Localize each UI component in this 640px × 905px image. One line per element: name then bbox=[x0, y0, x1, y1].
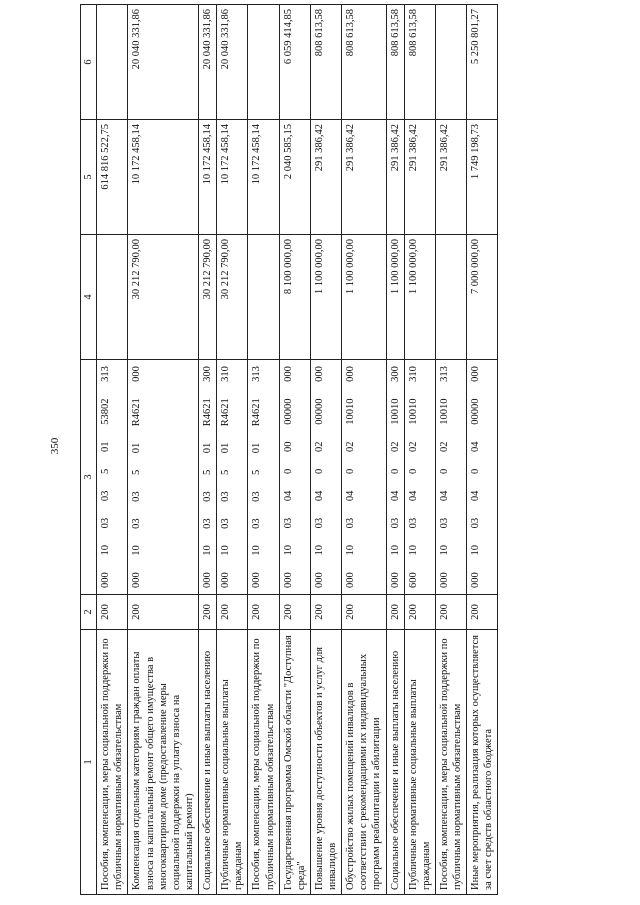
code-segment: 04 bbox=[389, 490, 401, 502]
code-segment: 04 bbox=[470, 490, 482, 502]
row-value-6: 808 613,58 bbox=[342, 5, 386, 120]
code-segment: 10 bbox=[202, 545, 213, 556]
row-code-3 bbox=[435, 360, 466, 595]
code-segment: 10 bbox=[100, 545, 112, 556]
code-segment: 000 bbox=[345, 572, 357, 588]
code-segment: 313 bbox=[438, 366, 450, 382]
row-name: Пособия, компенсации, меры социальной поддержки по публичным нормативным обязательствам bbox=[97, 630, 128, 895]
code-segment: 000 bbox=[282, 366, 294, 382]
code-segment: 5 bbox=[202, 469, 213, 475]
row-name: Пособия, компенсации, меры социальной поддержки по публичным нормативным обязательствам bbox=[248, 630, 279, 895]
row-value-5: 291 386,42 bbox=[404, 120, 435, 235]
budget-code bbox=[313, 364, 326, 590]
row-name: Социальное обеспечение и иные выплаты населению bbox=[386, 630, 404, 895]
row-value-6 bbox=[97, 5, 128, 120]
code-segment: 01 bbox=[251, 442, 263, 454]
row-name: Компенсация отдельным категориям граждан оплаты взноса на капитальный ремонт общего имущества в многоквартирном доме (предоставление меры социальной поддержки на уплату взноса на капитальный ремонт) bbox=[128, 630, 199, 895]
row-code-2: 200 bbox=[217, 595, 248, 630]
code-segment: 03 bbox=[131, 491, 143, 502]
code-segment: 313 bbox=[251, 366, 263, 382]
table-row bbox=[310, 5, 341, 895]
code-segment: 03 bbox=[202, 491, 213, 502]
table-row bbox=[279, 5, 310, 895]
budget-code bbox=[99, 364, 112, 590]
code-segment: 00 bbox=[282, 441, 294, 452]
code-segment: 0 bbox=[282, 468, 294, 474]
code-segment: 03 bbox=[220, 491, 232, 502]
code-segment: 000 bbox=[282, 572, 294, 588]
row-code-2: 200 bbox=[386, 595, 404, 630]
header-row bbox=[81, 5, 97, 895]
code-segment: 02 bbox=[313, 441, 325, 452]
row-name: Государственная программа Омской области "Доступная среда" bbox=[279, 630, 310, 895]
row-value-5: 10 172 458,14 bbox=[199, 120, 217, 235]
code-segment: 10 bbox=[131, 545, 143, 556]
row-value-6 bbox=[248, 5, 279, 120]
code-segment: 000 bbox=[313, 366, 325, 382]
row-value-5: 291 386,42 bbox=[435, 120, 466, 235]
code-segment: 01 bbox=[202, 442, 213, 454]
budget-code bbox=[219, 364, 232, 590]
row-name: Публичные нормативные социальные выплаты гражданам bbox=[404, 630, 435, 895]
row-code-2: 200 bbox=[435, 595, 466, 630]
table-row bbox=[248, 5, 279, 895]
code-segment: R4621 bbox=[220, 398, 232, 427]
row-value-4: 30 212 790,00 bbox=[199, 235, 217, 360]
header-col-1: 1 bbox=[81, 630, 97, 895]
budget-table bbox=[80, 4, 498, 895]
code-segment: 5 bbox=[251, 469, 263, 475]
code-segment: 10010 bbox=[438, 398, 450, 425]
code-segment: 000 bbox=[251, 572, 263, 588]
row-code-3 bbox=[248, 360, 279, 595]
code-segment: 5 bbox=[131, 469, 143, 475]
code-segment: 04 bbox=[345, 490, 357, 502]
code-segment: 10010 bbox=[389, 398, 401, 425]
row-value-6: 20 040 331,86 bbox=[128, 5, 199, 120]
budget-code bbox=[389, 364, 402, 590]
code-segment: 300 bbox=[389, 366, 401, 382]
table-row bbox=[342, 5, 386, 895]
row-code-2: 200 bbox=[199, 595, 217, 630]
code-segment: 313 bbox=[100, 366, 112, 382]
code-segment: 03 bbox=[131, 518, 143, 529]
code-segment: 04 bbox=[313, 490, 325, 502]
code-segment: 600 bbox=[407, 572, 419, 588]
code-segment: 01 bbox=[131, 442, 143, 454]
code-segment: 000 bbox=[470, 366, 482, 382]
code-segment: 000 bbox=[131, 572, 143, 588]
code-segment: 000 bbox=[345, 366, 357, 382]
row-value-4 bbox=[435, 235, 466, 360]
code-segment: 0 bbox=[407, 468, 419, 474]
code-segment: 10010 bbox=[407, 398, 419, 425]
table-row bbox=[128, 5, 199, 895]
code-segment: 0 bbox=[438, 468, 450, 474]
code-segment: 03 bbox=[470, 517, 482, 529]
code-segment: 02 bbox=[407, 441, 419, 452]
code-segment: 0 bbox=[313, 468, 325, 474]
row-code-3 bbox=[310, 360, 341, 595]
code-segment: 000 bbox=[100, 572, 112, 588]
row-value-6 bbox=[435, 5, 466, 120]
row-code-3 bbox=[386, 360, 404, 595]
budget-code bbox=[344, 364, 357, 590]
code-segment: 5 bbox=[220, 469, 232, 475]
row-code-3 bbox=[128, 360, 199, 595]
table-body bbox=[97, 5, 498, 895]
row-code-3 bbox=[97, 360, 128, 595]
row-name: Социальное обеспечение и иные выплаты населению bbox=[199, 630, 217, 895]
row-name: Обустройство жилых помещений инвалидов в соответствии с рекомендациями их индивидуальных программ реабилитации и абилитации bbox=[342, 630, 386, 895]
code-segment: R4621 bbox=[251, 398, 263, 427]
code-segment: 03 bbox=[407, 517, 419, 529]
budget-table-container bbox=[80, 9, 560, 895]
row-value-6: 6 059 414,85 bbox=[279, 5, 310, 120]
code-segment: 000 bbox=[202, 572, 213, 588]
code-segment: 03 bbox=[100, 490, 112, 502]
code-segment: 10 bbox=[438, 545, 450, 556]
code-segment: 01 bbox=[100, 441, 112, 452]
row-value-5: 2 040 585,15 bbox=[279, 120, 310, 235]
row-name: Пособия, компенсации, меры социальной поддержки по публичным нормативным обязательствам bbox=[435, 630, 466, 895]
code-segment: 0 bbox=[345, 468, 357, 474]
code-segment: 03 bbox=[313, 517, 325, 529]
row-value-5: 1 749 198,73 bbox=[467, 120, 498, 235]
row-code-2: 200 bbox=[310, 595, 341, 630]
table-row bbox=[386, 5, 404, 895]
code-segment: 0 bbox=[470, 468, 482, 474]
budget-code bbox=[282, 364, 295, 590]
row-value-4 bbox=[97, 235, 128, 360]
code-segment: 03 bbox=[251, 491, 263, 502]
table-row bbox=[467, 5, 498, 895]
budget-code bbox=[407, 364, 420, 590]
code-segment: 10 bbox=[313, 545, 325, 556]
code-segment: 10 bbox=[407, 545, 419, 556]
code-segment: 03 bbox=[389, 517, 401, 529]
row-value-4: 1 100 000,00 bbox=[310, 235, 341, 360]
code-segment: 04 bbox=[407, 490, 419, 502]
code-segment: 0 bbox=[389, 468, 401, 474]
code-segment: 03 bbox=[438, 517, 450, 529]
code-segment: 10 bbox=[282, 545, 294, 556]
code-segment: 000 bbox=[389, 572, 401, 588]
code-segment: R4621 bbox=[202, 398, 213, 427]
code-segment: 53802 bbox=[100, 398, 112, 425]
row-value-4: 1 100 000,00 bbox=[404, 235, 435, 360]
row-code-3 bbox=[217, 360, 248, 595]
header-col-4: 4 bbox=[81, 235, 97, 360]
code-segment: 000 bbox=[313, 572, 325, 588]
code-segment: 02 bbox=[345, 441, 357, 452]
code-segment: 04 bbox=[470, 441, 482, 452]
code-segment: 02 bbox=[438, 441, 450, 452]
code-segment: 310 bbox=[220, 366, 232, 382]
row-name: Публичные нормативные социальные выплаты гражданам bbox=[217, 630, 248, 895]
row-value-4: 30 212 790,00 bbox=[128, 235, 199, 360]
row-value-6: 20 040 331,86 bbox=[199, 5, 217, 120]
row-value-6: 808 613,58 bbox=[404, 5, 435, 120]
budget-code bbox=[438, 364, 451, 590]
budget-code bbox=[201, 364, 214, 590]
code-segment: 10 bbox=[251, 545, 263, 556]
row-code-2: 200 bbox=[467, 595, 498, 630]
row-value-4: 1 100 000,00 bbox=[342, 235, 386, 360]
code-segment: 03 bbox=[220, 518, 232, 529]
code-segment: 03 bbox=[282, 517, 294, 529]
code-segment: 10 bbox=[220, 545, 232, 556]
row-value-6: 5 250 801,27 bbox=[467, 5, 498, 120]
header-col-5: 5 bbox=[81, 120, 97, 235]
header-col-6: 6 bbox=[81, 5, 97, 120]
row-code-3 bbox=[467, 360, 498, 595]
row-value-5: 10 172 458,14 bbox=[248, 120, 279, 235]
row-value-4: 1 100 000,00 bbox=[386, 235, 404, 360]
row-code-3 bbox=[342, 360, 386, 595]
code-segment: 02 bbox=[389, 441, 401, 452]
row-value-6: 20 040 331,86 bbox=[217, 5, 248, 120]
code-segment: 04 bbox=[282, 490, 294, 502]
row-code-2: 200 bbox=[97, 595, 128, 630]
row-code-2: 200 bbox=[128, 595, 199, 630]
row-value-5: 614 816 522,75 bbox=[97, 120, 128, 235]
code-segment: 300 bbox=[202, 366, 213, 382]
code-segment: 03 bbox=[251, 518, 263, 529]
row-code-2: 200 bbox=[279, 595, 310, 630]
budget-code bbox=[130, 364, 143, 590]
page-number: 350 bbox=[49, 437, 61, 455]
code-segment: 03 bbox=[202, 518, 213, 529]
code-segment: 310 bbox=[407, 366, 419, 382]
code-segment: 000 bbox=[470, 572, 482, 588]
budget-code bbox=[250, 364, 263, 590]
row-name: Повышение уровня доступности объектов и услуг для инвалидов bbox=[310, 630, 341, 895]
budget-code bbox=[469, 364, 482, 590]
header-col-3: 3 bbox=[81, 360, 97, 595]
row-value-4: 8 100 000,00 bbox=[279, 235, 310, 360]
code-segment: 00000 bbox=[282, 398, 294, 425]
row-value-4 bbox=[248, 235, 279, 360]
table-row bbox=[435, 5, 466, 895]
row-value-5: 291 386,42 bbox=[310, 120, 341, 235]
code-segment: 10 bbox=[389, 545, 401, 556]
row-code-2: 200 bbox=[404, 595, 435, 630]
row-code-3 bbox=[199, 360, 217, 595]
row-value-5: 10 172 458,14 bbox=[128, 120, 199, 235]
table-row bbox=[404, 5, 435, 895]
code-segment: 000 bbox=[438, 572, 450, 588]
row-value-6: 808 613,58 bbox=[386, 5, 404, 120]
table-row bbox=[217, 5, 248, 895]
row-value-5: 291 386,42 bbox=[386, 120, 404, 235]
row-code-2: 200 bbox=[342, 595, 386, 630]
code-segment: 5 bbox=[100, 468, 112, 474]
code-segment: 03 bbox=[100, 517, 112, 529]
row-code-3 bbox=[404, 360, 435, 595]
code-segment: 00000 bbox=[470, 398, 482, 425]
row-name: Иные мероприятия, реализация которых осуществляется за счет средств областного бюджета bbox=[467, 630, 498, 895]
row-value-4: 7 000 000,00 bbox=[467, 235, 498, 360]
header-col-2: 2 bbox=[81, 595, 97, 630]
code-segment: 10010 bbox=[345, 398, 357, 425]
row-value-5: 291 386,42 bbox=[342, 120, 386, 235]
code-segment: 000 bbox=[131, 366, 143, 382]
row-value-4: 30 212 790,00 bbox=[217, 235, 248, 360]
table-row bbox=[199, 5, 217, 895]
code-segment: 00000 bbox=[313, 398, 325, 425]
code-segment: 000 bbox=[220, 572, 232, 588]
row-value-6: 808 613,58 bbox=[310, 5, 341, 120]
code-segment: 10 bbox=[470, 545, 482, 556]
code-segment: 10 bbox=[345, 545, 357, 556]
row-code-2: 200 bbox=[248, 595, 279, 630]
code-segment: 04 bbox=[438, 490, 450, 502]
row-code-3 bbox=[279, 360, 310, 595]
row-value-5: 10 172 458,14 bbox=[217, 120, 248, 235]
code-segment: 03 bbox=[345, 517, 357, 529]
code-segment: R4621 bbox=[131, 398, 143, 427]
table-row bbox=[97, 5, 128, 895]
code-segment: 01 bbox=[220, 442, 232, 454]
